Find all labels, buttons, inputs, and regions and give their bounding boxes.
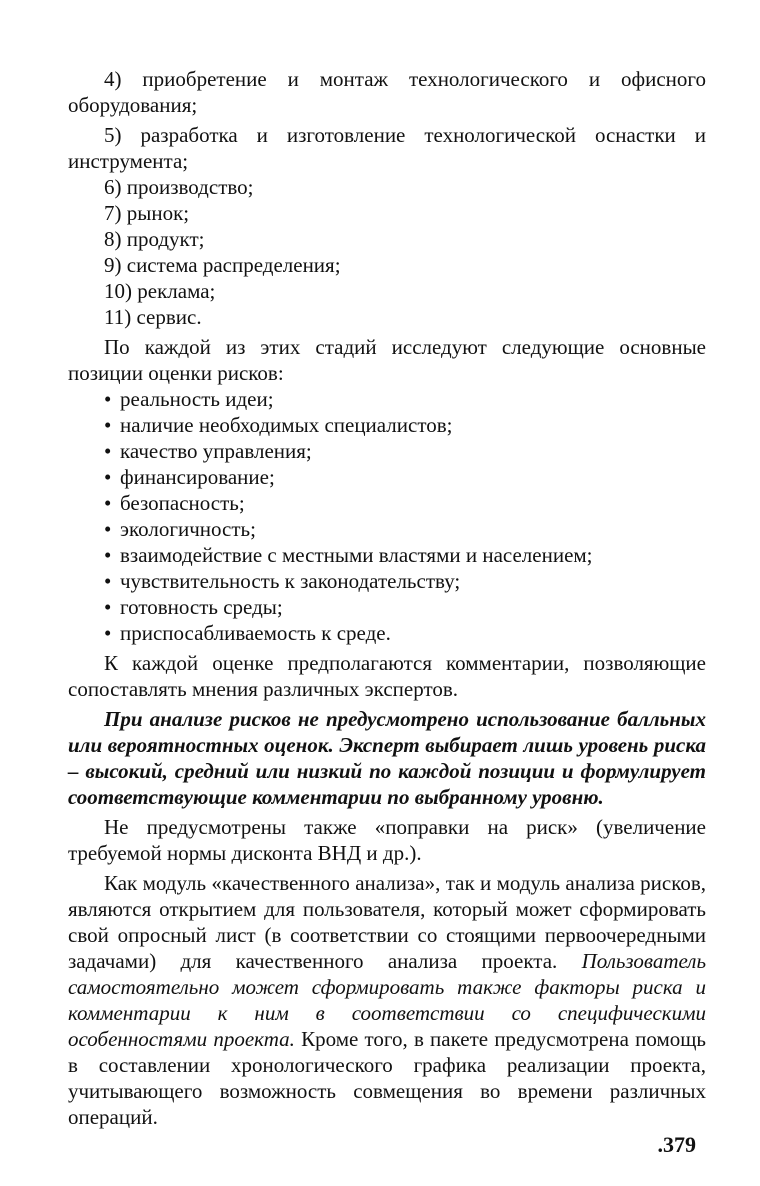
list-item-4: 4) приобретение и монтаж технологического и офисного оборудования; bbox=[68, 67, 706, 117]
final-paragraph-italic: Пользователь самостоятельно может сформировать также факторы риска и комментарии к ним в соответствии со специфическими особенностями проекта. bbox=[68, 949, 706, 1051]
list-item-8: 8) продукт; bbox=[104, 227, 205, 251]
bullet-item: • качество управления; bbox=[104, 438, 706, 464]
bullet-item: • экологичность; bbox=[104, 516, 706, 542]
bold-italic-paragraph: При анализе рисков не предусмотрено использование балльных или вероятностных оценок. Эксперт выбирает лишь уровень риска – высокий, средний или низкий по каждой позиции и формулирует соответствующие комментарии по выбранному уровню. bbox=[68, 707, 706, 809]
list-item-7: 7) рынок; bbox=[104, 201, 190, 225]
intro-paragraph: По каждой из этих стадий исследуют следующие основные позиции оценки рисков: bbox=[68, 335, 706, 385]
list-item-9: 9) система распределения; bbox=[104, 253, 341, 277]
list-item-10: 10) реклама; bbox=[104, 279, 216, 303]
bullet-item: • приспосабливаемость к среде. bbox=[104, 620, 706, 646]
list-item-6: 6) производство; bbox=[104, 175, 254, 199]
final-paragraph bbox=[68, 870, 706, 1130]
comment-paragraph: К каждой оценке предполагаются комментарии, позволяющие сопоставлять мнения различных экспертов. bbox=[68, 651, 706, 701]
bullet-item: • готовность среды; bbox=[104, 594, 706, 620]
bullet-item: • чувствительность к законодательству; bbox=[104, 568, 706, 594]
bullet-item: • наличие необходимых специалистов; bbox=[104, 412, 706, 438]
final-paragraph-part3: Кроме того, в пакете предусмотрена помощь в составлении хронологического графика реализации проекта, учитывающего возможность совмещения во времени различных операций. bbox=[68, 1027, 707, 1129]
risk-positions-list bbox=[68, 386, 706, 646]
bullet-item: • реальность идеи; bbox=[104, 386, 706, 412]
bullet-item: • безопасность; bbox=[104, 490, 706, 516]
final-paragraph-part1: Как модуль «качественного анализа», так и модуль анализа рисков, являются открытием для пользователя, который может сформировать свой опросный лист (в соответствии со стоящими первоочередными задачами) для качественного анализа проекта. bbox=[68, 871, 706, 973]
list-item-11: 11) сервис. bbox=[104, 305, 202, 329]
page-number: .379 bbox=[657, 1132, 696, 1157]
list-item-5: 5) разработка и изготовление технологической оснастки и инструмента; bbox=[68, 123, 706, 173]
bullet-item: • взаимодействие с местными властями и населением; bbox=[104, 542, 706, 568]
bullet-item: • финансирование; bbox=[104, 464, 706, 490]
page-body bbox=[68, 66, 706, 1130]
adjustments-paragraph: Не предусмотрены также «поправки на риск» (увеличение требуемой нормы дисконта ВНД и др.). bbox=[68, 815, 706, 865]
